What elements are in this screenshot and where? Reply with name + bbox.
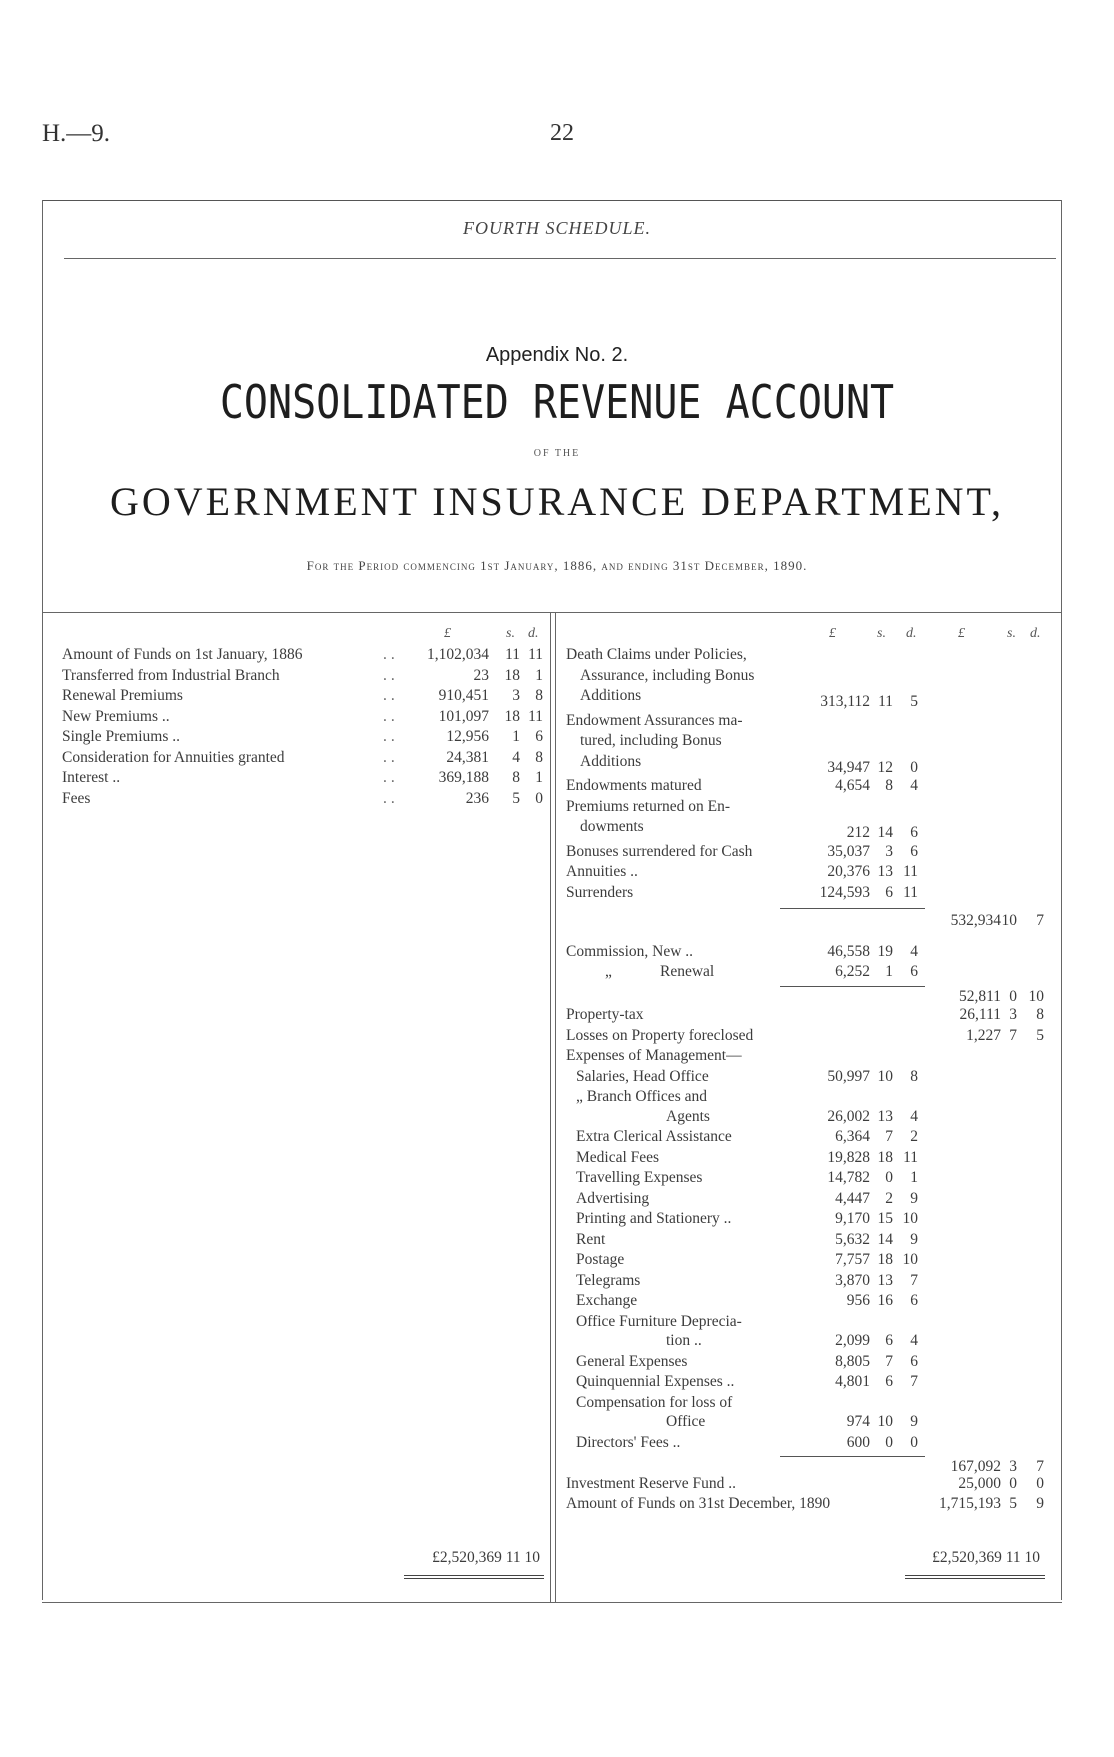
leader-dots: .. bbox=[383, 687, 399, 704]
expense-pounds: 26,002 bbox=[827, 1107, 870, 1125]
expense-pence: 4 bbox=[910, 1332, 918, 1349]
claim-label: Death Claims under Policies, bbox=[566, 646, 747, 663]
claim-label: Assurance, including Bonus bbox=[580, 666, 755, 684]
expense-pence: 10 bbox=[902, 1210, 918, 1227]
property-tax-pence: 8 bbox=[1036, 1006, 1044, 1023]
leader-dots: .. bbox=[383, 728, 399, 745]
expense-label: Exchange bbox=[576, 1292, 638, 1309]
reserve-pounds: 25,000 bbox=[958, 1474, 1001, 1492]
expense-pounds: 9,170 bbox=[835, 1210, 870, 1227]
commission-total-shillings: 0 bbox=[1009, 987, 1017, 1005]
receipt-pence: 8 bbox=[535, 687, 543, 704]
commission-new-shillings: 19 bbox=[877, 942, 893, 960]
pound-heading: £ bbox=[958, 626, 965, 641]
receipt-label: Interest .. bbox=[62, 769, 121, 786]
expense-label: Salaries, Head Office bbox=[576, 1067, 709, 1085]
claims-total-pounds: 532,934 bbox=[950, 912, 1001, 929]
table-top-rule bbox=[42, 612, 1062, 613]
receipt-shillings: 3 bbox=[512, 687, 520, 704]
receipt-pence: 8 bbox=[535, 748, 543, 766]
payments-total: £2,520,369 11 10 bbox=[932, 1549, 1040, 1566]
losses-shillings: 7 bbox=[1009, 1026, 1017, 1044]
receipts-total-rule bbox=[404, 1575, 544, 1579]
claim-pence: 4 bbox=[910, 777, 918, 794]
receipt-label: Transferred from Industrial Branch bbox=[62, 666, 280, 684]
receipt-label: Fees bbox=[62, 789, 91, 807]
leader-dots: .. bbox=[383, 748, 399, 766]
losses-pounds: 1,227 bbox=[966, 1026, 1001, 1044]
page-number: 22 bbox=[550, 120, 574, 146]
expense-pence: 0 bbox=[910, 1433, 918, 1451]
expense-label: tion .. bbox=[666, 1332, 702, 1349]
table-divider bbox=[555, 612, 556, 1602]
expense-pounds: 956 bbox=[846, 1292, 870, 1309]
pence-heading: d. bbox=[528, 626, 539, 641]
claim-label: Annuities .. bbox=[566, 863, 638, 880]
commission-label: Commission, New .. bbox=[566, 942, 694, 960]
claim-pence: 6 bbox=[910, 842, 918, 860]
expense-label: Agents bbox=[666, 1107, 710, 1125]
claim-pence: 6 bbox=[910, 824, 918, 841]
expense-shillings: 14 bbox=[877, 1230, 893, 1248]
expense-pence: 6 bbox=[910, 1352, 918, 1370]
claim-pounds: 4,654 bbox=[835, 777, 870, 794]
subtotal-rule bbox=[780, 986, 925, 987]
expenses-total-pence: 7 bbox=[1036, 1458, 1044, 1475]
expense-label: Rent bbox=[576, 1230, 606, 1248]
expense-pounds: 14,782 bbox=[827, 1169, 870, 1186]
ditto-mark: „ bbox=[605, 963, 612, 980]
expense-label: Postage bbox=[576, 1251, 625, 1268]
expense-shillings: 10 bbox=[877, 1413, 893, 1430]
expense-pence: 8 bbox=[910, 1067, 918, 1085]
pound-heading: £ bbox=[444, 626, 451, 641]
receipt-label: Renewal Premiums bbox=[62, 687, 183, 704]
receipt-shillings: 18 bbox=[504, 666, 520, 684]
expense-label: General Expenses bbox=[576, 1352, 688, 1370]
receipt-pence: 6 bbox=[535, 728, 543, 745]
reserve-pence: 0 bbox=[1036, 1474, 1044, 1492]
receipt-pounds: 101,097 bbox=[438, 707, 489, 725]
claim-shillings: 8 bbox=[885, 777, 893, 794]
claim-pence: 0 bbox=[910, 758, 918, 776]
expense-pounds: 7,757 bbox=[835, 1251, 870, 1268]
expense-shillings: 18 bbox=[877, 1148, 893, 1166]
document-reference: H.—9. bbox=[42, 120, 111, 147]
claim-pence: 5 bbox=[910, 693, 918, 710]
receipt-pounds: 12,956 bbox=[446, 728, 489, 745]
expense-label: Office bbox=[666, 1413, 706, 1430]
claim-pence: 11 bbox=[903, 883, 918, 901]
expense-shillings: 7 bbox=[885, 1128, 893, 1145]
funds-end-label: Amount of Funds on 31st December, 1890 bbox=[566, 1495, 831, 1512]
shilling-heading: s. bbox=[506, 626, 515, 641]
expense-shillings: 16 bbox=[877, 1292, 893, 1309]
shilling-heading: s. bbox=[1007, 626, 1016, 641]
expense-label: Extra Clerical Assistance bbox=[576, 1128, 732, 1145]
title-connector: OF THE bbox=[533, 448, 581, 459]
expense-pence: 6 bbox=[910, 1292, 918, 1309]
page-title: CONSOLIDATED REVENUE ACCOUNT bbox=[219, 376, 895, 430]
expense-pence: 9 bbox=[910, 1413, 918, 1430]
commission-total-pounds: 52,811 bbox=[958, 987, 1001, 1005]
expense-label: Telegrams bbox=[576, 1271, 641, 1289]
commission-renewal-label: Renewal bbox=[660, 963, 715, 980]
receipt-label: Consideration for Annuities granted bbox=[62, 748, 285, 766]
expense-pounds: 50,997 bbox=[827, 1067, 870, 1085]
funds-end-pounds: 1,715,193 bbox=[939, 1495, 1001, 1512]
payments-total-rule bbox=[905, 1575, 1045, 1579]
reserve-shillings: 0 bbox=[1009, 1474, 1017, 1492]
commission-renewal-shillings: 1 bbox=[885, 963, 893, 980]
leader-dots: .. bbox=[383, 646, 399, 663]
expense-pence: 9 bbox=[910, 1189, 918, 1207]
expenses-heading: Expenses of Management— bbox=[566, 1047, 742, 1064]
receipt-shillings: 8 bbox=[512, 769, 520, 786]
claim-label: Endowment Assurances ma- bbox=[566, 711, 743, 729]
table-bottom-rule bbox=[42, 1602, 1062, 1603]
claim-label: tured, including Bonus bbox=[580, 732, 722, 749]
receipt-label: New Premiums .. bbox=[62, 707, 170, 725]
expenses-total-pounds: 167,092 bbox=[950, 1458, 1001, 1475]
table-divider bbox=[550, 612, 551, 1602]
expense-label: Quinquennial Expenses .. bbox=[576, 1373, 735, 1390]
property-tax-shillings: 3 bbox=[1009, 1006, 1017, 1023]
expense-shillings: 2 bbox=[885, 1189, 893, 1207]
receipt-pence: 1 bbox=[535, 666, 543, 684]
receipt-pence: 0 bbox=[535, 789, 543, 807]
claim-label: Additions bbox=[580, 752, 642, 770]
receipt-label: Amount of Funds on 1st January, 1886 bbox=[62, 646, 303, 663]
receipt-shillings: 11 bbox=[505, 646, 520, 663]
expense-pounds: 4,447 bbox=[835, 1189, 870, 1207]
pence-heading: d. bbox=[906, 626, 917, 641]
claim-shillings: 13 bbox=[877, 863, 893, 880]
pence-heading: d. bbox=[1030, 626, 1041, 641]
expense-label: Printing and Stationery .. bbox=[576, 1210, 732, 1227]
receipt-pence: 1 bbox=[535, 769, 543, 786]
expense-pounds: 8,805 bbox=[835, 1352, 870, 1370]
receipt-label: Single Premiums .. bbox=[62, 728, 180, 745]
receipt-pounds: 23 bbox=[473, 666, 489, 684]
claims-total-pence: 7 bbox=[1036, 912, 1044, 929]
expense-pounds: 5,632 bbox=[835, 1230, 870, 1248]
commission-renewal-pence: 6 bbox=[910, 963, 918, 980]
expenses-total-shillings: 3 bbox=[1009, 1458, 1017, 1475]
expense-pounds: 600 bbox=[846, 1433, 870, 1451]
expense-pence: 9 bbox=[910, 1230, 918, 1248]
subtotal-rule bbox=[780, 1456, 925, 1457]
reserve-label: Investment Reserve Fund .. bbox=[566, 1474, 737, 1492]
commission-new-pence: 4 bbox=[910, 942, 918, 960]
claim-pounds: 20,376 bbox=[827, 863, 870, 880]
claim-label: Premiums returned on En- bbox=[566, 797, 731, 815]
property-tax-label: Property-tax bbox=[566, 1006, 644, 1023]
leader-dots: .. bbox=[383, 789, 399, 807]
claim-label: Surrenders bbox=[566, 883, 634, 901]
receipt-pounds: 24,381 bbox=[446, 748, 489, 766]
receipt-pounds: 1,102,034 bbox=[427, 646, 489, 663]
claim-pence: 11 bbox=[903, 863, 918, 880]
claim-shillings: 14 bbox=[877, 824, 893, 841]
expense-pence: 10 bbox=[902, 1251, 918, 1268]
receipt-pence: 11 bbox=[528, 707, 543, 725]
period-line: For the Period commencing 1st January, 1886, and ending 31st December, 1890. bbox=[306, 558, 808, 573]
claim-pounds: 35,037 bbox=[827, 842, 870, 860]
expense-label: Compensation for loss of bbox=[576, 1393, 733, 1411]
commission-total-pence: 10 bbox=[1028, 987, 1044, 1005]
expense-shillings: 6 bbox=[885, 1373, 893, 1390]
funds-end-shillings: 5 bbox=[1009, 1495, 1017, 1512]
expense-pounds: 19,828 bbox=[827, 1148, 870, 1166]
expense-shillings: 15 bbox=[877, 1210, 893, 1227]
receipt-pence: 11 bbox=[528, 646, 543, 663]
claims-total-shillings: 10 bbox=[1001, 912, 1017, 929]
expense-label: Office Furniture Deprecia- bbox=[576, 1312, 742, 1330]
subtotal-rule bbox=[780, 908, 925, 909]
expense-shillings: 6 bbox=[885, 1332, 893, 1349]
commission-new-pounds: 46,558 bbox=[827, 942, 870, 960]
expense-shillings: 10 bbox=[877, 1067, 893, 1085]
claim-pounds: 124,593 bbox=[819, 883, 870, 901]
schedule-heading: FOURTH SCHEDULE. bbox=[462, 218, 651, 238]
receipt-pounds: 369,188 bbox=[438, 769, 489, 786]
property-tax-pounds: 26,111 bbox=[959, 1006, 1001, 1023]
expense-pence: 11 bbox=[903, 1148, 918, 1166]
commission-renewal-pounds: 6,252 bbox=[835, 963, 870, 980]
expense-pounds: 2,099 bbox=[835, 1332, 870, 1349]
receipt-pounds: 910,451 bbox=[438, 687, 489, 704]
expense-shillings: 7 bbox=[885, 1352, 893, 1370]
expense-pence: 1 bbox=[910, 1169, 918, 1186]
expense-pence: 7 bbox=[910, 1373, 918, 1390]
expense-pounds: 974 bbox=[846, 1413, 870, 1430]
expense-label: Advertising bbox=[576, 1189, 650, 1207]
leader-dots: .. bbox=[383, 769, 399, 786]
shilling-heading: s. bbox=[877, 626, 886, 641]
pound-heading: £ bbox=[829, 626, 836, 641]
frame-top-rule bbox=[42, 200, 1062, 201]
receipts-total: £2,520,369 11 10 bbox=[432, 1549, 540, 1566]
funds-end-pence: 9 bbox=[1036, 1495, 1044, 1512]
expense-shillings: 0 bbox=[885, 1169, 893, 1186]
schedule-rule bbox=[64, 258, 1056, 259]
claim-shillings: 3 bbox=[885, 842, 893, 860]
expense-pounds: 6,364 bbox=[835, 1128, 870, 1145]
losses-label: Losses on Property foreclosed bbox=[566, 1026, 754, 1044]
expense-pence: 2 bbox=[910, 1128, 918, 1145]
expense-pounds: 3,870 bbox=[835, 1271, 870, 1289]
claim-label: dowments bbox=[580, 818, 644, 835]
expense-shillings: 18 bbox=[877, 1251, 893, 1268]
expense-pence: 7 bbox=[910, 1271, 918, 1289]
expense-shillings: 13 bbox=[877, 1107, 893, 1125]
expense-label: „ Branch Offices and bbox=[576, 1088, 707, 1105]
expense-pence: 4 bbox=[910, 1107, 918, 1125]
page-subtitle: GOVERNMENT INSURANCE DEPARTMENT, bbox=[109, 479, 1004, 524]
claim-shillings: 12 bbox=[877, 758, 893, 776]
claim-label: Bonuses surrendered for Cash bbox=[566, 842, 753, 860]
leader-dots: .. bbox=[383, 666, 399, 684]
claim-pounds: 212 bbox=[846, 824, 870, 841]
receipt-shillings: 1 bbox=[512, 728, 520, 745]
expense-shillings: 0 bbox=[885, 1433, 893, 1451]
appendix-label: Appendix No. 2. bbox=[485, 344, 629, 366]
leader-dots: .. bbox=[383, 707, 399, 725]
claim-label: Additions bbox=[580, 687, 642, 704]
receipt-shillings: 18 bbox=[504, 707, 520, 725]
expense-label: Directors' Fees .. bbox=[576, 1433, 681, 1451]
expense-pounds: 4,801 bbox=[835, 1373, 870, 1390]
losses-pence: 5 bbox=[1036, 1026, 1044, 1044]
claim-shillings: 6 bbox=[885, 883, 893, 901]
claim-label: Endowments matured bbox=[566, 777, 702, 794]
receipt-shillings: 4 bbox=[512, 748, 520, 766]
receipt-shillings: 5 bbox=[512, 789, 520, 807]
receipt-pounds: 236 bbox=[465, 789, 489, 807]
expense-label: Medical Fees bbox=[576, 1148, 660, 1166]
claim-pounds: 313,112 bbox=[820, 693, 870, 710]
expense-shillings: 13 bbox=[877, 1271, 893, 1289]
claim-shillings: 11 bbox=[878, 693, 893, 710]
claim-pounds: 34,947 bbox=[827, 758, 870, 776]
expense-label: Travelling Expenses bbox=[576, 1169, 703, 1186]
